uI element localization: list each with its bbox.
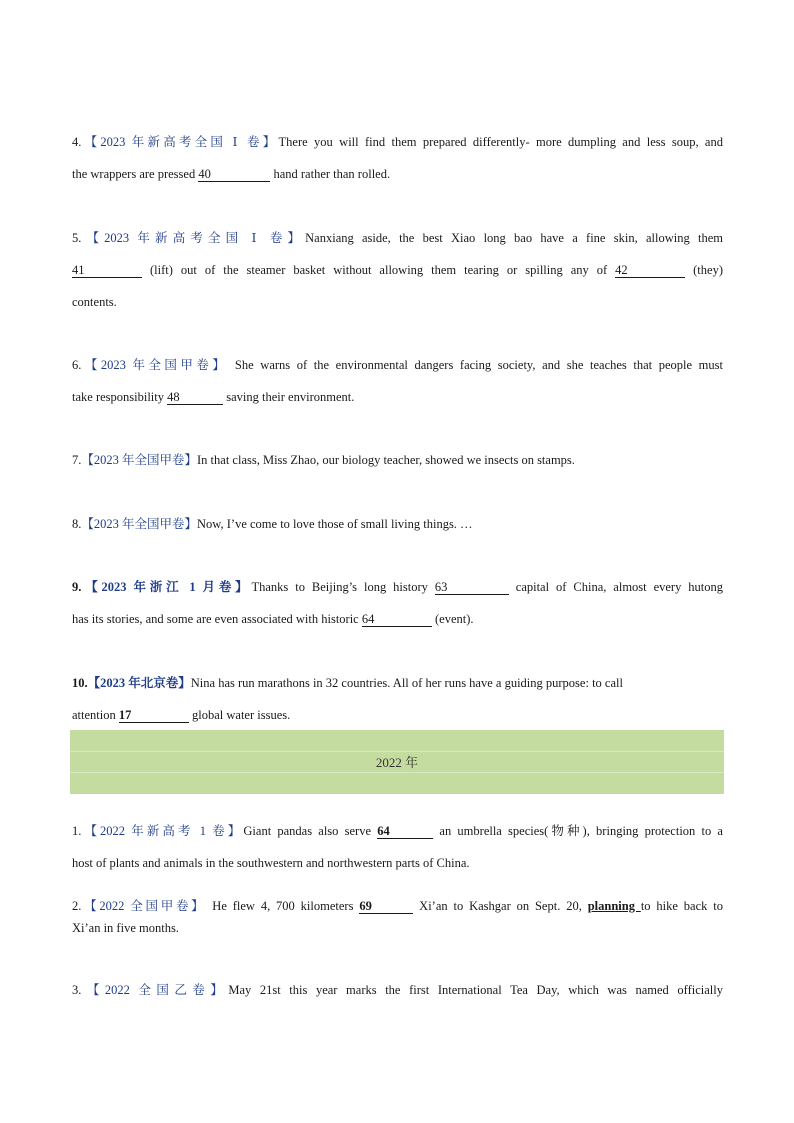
question-10-line-2 (72, 699, 723, 731)
question-source-tag: 【2023 年北京卷】 (87, 676, 191, 690)
question-text: She warns of the environmental dangers facing society, and she teaches that people must (228, 358, 723, 372)
answer-blank-64: 64 (377, 824, 433, 839)
section-header-2022 (70, 730, 724, 794)
question-source-tag: 【2023 年全国甲卷】 (81, 358, 229, 372)
question-6-line-1 (72, 349, 723, 381)
question-text: In that class, Miss Zhao, our biology teacher, showed we insects on stamps. (197, 453, 575, 467)
question-4-line-1 (72, 126, 723, 158)
question-number: 9. (72, 580, 82, 594)
answer-blank-63: 63 (435, 580, 509, 595)
question-text: Now, I’ve come to love those of small living things. … (197, 517, 473, 531)
question-number: 7. (72, 453, 82, 467)
question-source-tag: 【2022 全国甲卷】 (81, 899, 207, 913)
question-text: an umbrella species(物种), bringing protection to a (433, 824, 723, 838)
question-2022-2 (72, 895, 723, 939)
question-text: to hike back to (640, 899, 723, 913)
question-number: 1. (72, 824, 82, 838)
question-7 (72, 444, 723, 476)
question-text: capital of China, almost every hutong (508, 580, 724, 594)
question-6-line-2 (72, 381, 723, 413)
band-rule (70, 772, 724, 773)
question-4-line-2 (72, 158, 723, 190)
question-source-tag: 【2023 年浙江 1 月卷】 (81, 580, 252, 594)
question-text: Xi’an to Kashgar on Sept. 20, (413, 899, 588, 913)
question-text: saving their environment. (223, 390, 355, 404)
question-text: (lift) out of the steamer basket without allowing them tearing or spilling any of (142, 263, 616, 277)
question-2022-1 (72, 815, 723, 879)
question-10-line-1 (72, 667, 723, 699)
question-8-line-1 (72, 508, 723, 540)
question-source-tag: 【2023 年新高考全国 Ⅰ 卷】 (81, 135, 279, 149)
question-9-line-2 (72, 603, 723, 635)
question-text: May 21st this year marks the first International Tea Day, which was named officially (228, 983, 723, 997)
question-5-line-3: contents. (72, 295, 117, 309)
question-2022-2-line-2: Xi’an in five months. (72, 921, 179, 935)
answer-blank-69: 69 (359, 899, 413, 914)
answer-blank-17: 17 (119, 708, 189, 723)
question-2022-2-line-1 (72, 895, 723, 917)
question-text: attention (72, 708, 119, 722)
answer-blank-64: 64 (362, 612, 432, 627)
question-text: take responsibility (72, 390, 168, 404)
question-5-line-1 (72, 222, 723, 254)
question-text: There you will find them prepared differently- more dumpling and less soup, and (278, 135, 723, 149)
section-title: 2022 年 (375, 755, 419, 770)
question-2022-3 (72, 974, 723, 1006)
question-text: hand rather than rolled. (270, 167, 391, 181)
question-number: 5. (72, 231, 82, 245)
question-2022-1-line-1 (72, 815, 723, 847)
question-source-tag: 【2023 年全国甲卷】 (81, 453, 198, 467)
question-9 (72, 571, 723, 635)
question-7-line-1 (72, 444, 723, 476)
question-text: Giant pandas also serve (243, 824, 378, 838)
question-2022-3-line-1 (72, 974, 723, 1006)
question-number: 8. (72, 517, 82, 531)
answer-blank-40: 40 (198, 167, 270, 182)
answer-blank-42: 42 (615, 263, 685, 278)
question-source-tag: 【2023 年全国甲卷】 (81, 517, 198, 531)
question-6 (72, 349, 723, 413)
question-text: global water issues. (188, 708, 291, 722)
question-text: (they) (685, 263, 723, 277)
question-5-line-2 (72, 254, 723, 286)
question-2022-1-line-2: host of plants and animals in the southwestern and northwestern parts of China. (72, 856, 470, 870)
question-text: He flew 4, 700 kilometers (206, 899, 360, 913)
question-10 (72, 667, 723, 731)
question-9-line-1 (72, 571, 723, 603)
question-text: Nina has run marathons in 32 countries. All of her runs have a guiding purpose: to call (190, 676, 623, 690)
question-8 (72, 508, 723, 540)
question-text: Thanks to Beijing’s long history (251, 580, 435, 594)
question-text: (event). (431, 612, 474, 626)
question-text: Nanxiang aside, the best Xiao long bao have a fine skin, allowing them (305, 231, 723, 245)
underlined-answer: planning (587, 899, 641, 913)
question-4 (72, 126, 723, 190)
question-number: 6. (72, 358, 82, 372)
question-source-tag: 【2023 年新高考全国 Ⅰ 卷】 (81, 231, 306, 245)
question-source-tag: 【2022 全国乙卷】 (81, 983, 229, 997)
question-number: 3. (72, 983, 82, 997)
question-number: 2. (72, 899, 82, 913)
answer-blank-48: 48 (167, 390, 223, 405)
question-5 (72, 222, 723, 318)
question-text: the wrappers are pressed (72, 167, 199, 181)
answer-blank-41: 41 (72, 263, 142, 278)
question-number: 10. (72, 676, 88, 690)
question-text: has its stories, and some are even associated with historic (72, 612, 362, 626)
question-number: 4. (72, 135, 82, 149)
question-source-tag: 【2022 年新高考 1 卷】 (81, 824, 244, 838)
